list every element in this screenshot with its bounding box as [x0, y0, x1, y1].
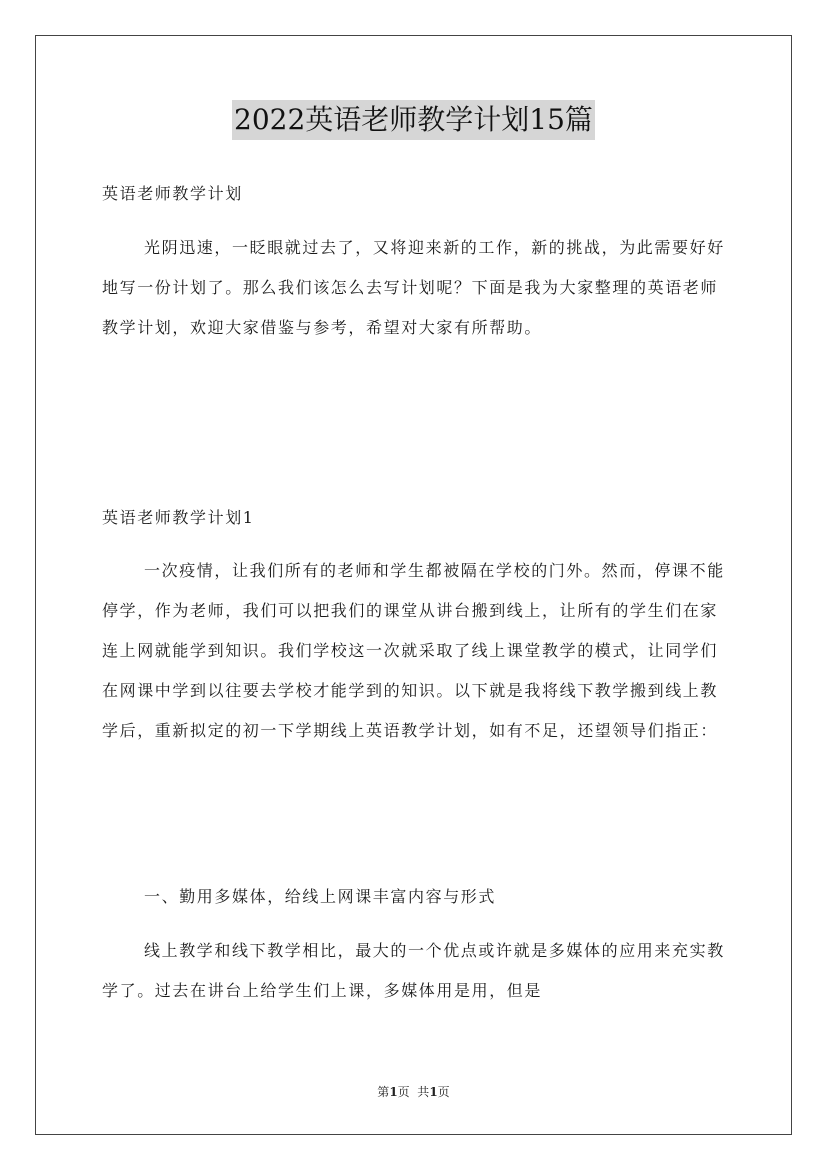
footer-page-total: 1	[429, 1085, 438, 1099]
document-title-wrap	[0, 100, 827, 140]
plan1-paragraph-1: 一次疫情，让我们所有的老师和学生都被隔在学校的门外。然而，停课不能停学，作为老师，我们可以把我们的课堂从讲台搬到线上，让所有的学生们在家连上网就能学到知识。我们学校这一次就采取了线上课堂教学的模式，让同学们在网课中学到以往要去学校才能学到的知识。以下就是我将线下教学搬到线上教学后，重新拟定的初一下学期线上英语教学计划，如有不足，还望领导们指正：	[102, 561, 725, 740]
footer-prefix: 第	[377, 1085, 390, 1099]
footer-suffix: 页	[437, 1085, 450, 1099]
footer-mid: 页 共	[397, 1085, 430, 1099]
plan1-paragraph-2: 线上教学和线下教学相比，最大的一个优点或许就是多媒体的应用来充实教学了。过去在讲台上给学生们上课，多媒体用是用，但是	[102, 941, 725, 1000]
document-title: 2022英语老师教学计划15篇	[232, 100, 595, 140]
plan1-heading: 英语老师教学计划1	[102, 508, 255, 527]
footer-page-number: 1	[389, 1085, 398, 1099]
section-heading: 英语老师教学计划	[102, 184, 243, 203]
plan1-subheading-1: 一、勤用多媒体，给线上网课丰富内容与形式	[144, 887, 497, 906]
page-footer	[0, 1083, 827, 1100]
intro-paragraph: 光阴迅速，一眨眼就过去了，又将迎来新的工作，新的挑战，为此需要好好地写一份计划了。那么我们该怎么去写计划呢？下面是我为大家整理的英语老师教学计划，欢迎大家借鉴与参考，希望对大家有所帮助。	[102, 238, 725, 337]
